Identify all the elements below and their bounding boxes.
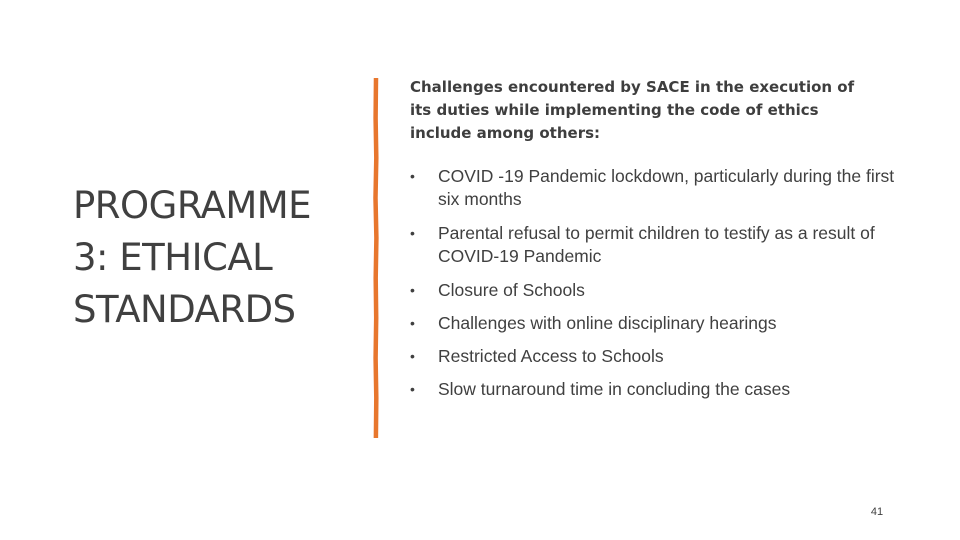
bullet-text: Challenges with online disciplinary hearings — [438, 313, 777, 333]
title-line: STANDARDS — [73, 288, 296, 331]
title-line: PROGRAMME — [73, 184, 312, 227]
bullet-icon: • — [410, 168, 415, 184]
bullet-text: Closure of Schools — [438, 280, 585, 300]
bullet-list — [410, 165, 910, 401]
bullet-icon: • — [410, 282, 415, 298]
bullet-icon: • — [410, 381, 415, 397]
intro-text: Challenges encountered by SACE in the execution of its duties while implementing the code of ethics include among others: — [410, 78, 855, 142]
content-panel — [410, 76, 910, 411]
bullet-text: Restricted Access to Schools — [438, 346, 664, 366]
list-item — [410, 165, 910, 211]
list-item — [410, 345, 910, 368]
accent-divider — [373, 78, 379, 438]
bullet-text: Parental refusal to permit children to testify as a result of COVID-19 Pandemic — [438, 223, 875, 266]
bullet-icon: • — [410, 348, 415, 364]
list-item — [410, 312, 910, 335]
title-line: 3: ETHICAL — [73, 236, 273, 279]
slide-title — [73, 180, 363, 336]
bullet-icon: • — [410, 315, 415, 331]
bullet-text: COVID -19 Pandemic lockdown, particularly during the first six months — [438, 166, 895, 209]
list-item — [410, 222, 910, 268]
bullet-text: Slow turnaround time in concluding the cases — [438, 379, 791, 399]
bullet-icon: • — [410, 225, 415, 241]
list-item — [410, 279, 910, 302]
page-number: 41 — [870, 506, 884, 518]
list-item — [410, 378, 910, 401]
